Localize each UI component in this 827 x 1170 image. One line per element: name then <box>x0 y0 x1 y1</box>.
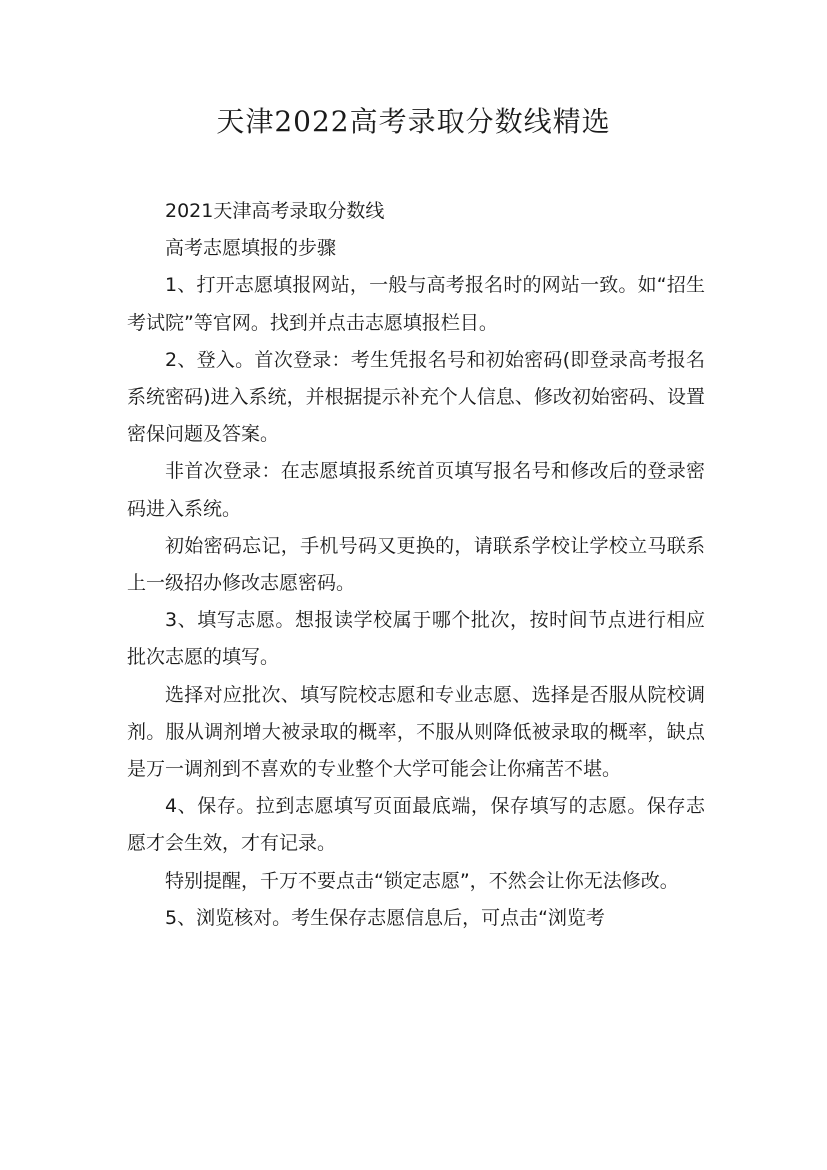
paragraph-subtitle: 2021天津高考录取分数线 <box>165 200 385 222</box>
paragraph-step-2: 2、登入。首次登录：考生凭报名号和初始密码(即登录高考报名系统密码)进入系统，并根据提示补充个人信息、修改初始密码、设置密保问题及答案。 <box>127 348 705 446</box>
paragraph-password-note: 初始密码忘记，手机号码又更换的，请联系学校让学校立马联系上一级招办修改志愿密码。 <box>127 534 705 595</box>
paragraph-heading: 高考志愿填报的步骤 <box>165 237 337 260</box>
document-title: 天津2022高考录取分数线精选 <box>216 105 611 138</box>
paragraph-step-5: 5、浏览核对。考生保存志愿信息后，可点击“浏览考 <box>165 906 605 929</box>
paragraph-step-4: 4、保存。拉到志愿填写页面最底端，保存填写的志愿。保存志愿才会生效，才有记录。 <box>127 795 705 855</box>
paragraph-warning: 特别提醒，千万不要点击“锁定志愿”，不然会让你无法修改。 <box>165 869 679 892</box>
paragraph-step-1: 1、打开志愿填报网站，一般与高考报名时的网站一致。如“招生考试院”等官网。找到并点击志愿填报栏目。 <box>127 274 705 334</box>
paragraph-login-note: 非首次登录：在志愿填报系统首页填写报名号和修改后的登录密码进入系统。 <box>127 460 705 520</box>
paragraph-step-3: 3、填写志愿。想报读学校属于哪个批次，按时间节点进行相应批次志愿的填写。 <box>127 609 705 669</box>
document-body <box>127 193 705 937</box>
paragraph-adjustment-note: 选择对应批次、填写院校志愿和专业志愿、选择是否服从院校调剂。服从调剂增大被录取的概率，不服从则降低被录取的概率，缺点是万一调剂到不喜欢的专业整个大学可能会让你痛苦不堪。 <box>127 683 705 781</box>
